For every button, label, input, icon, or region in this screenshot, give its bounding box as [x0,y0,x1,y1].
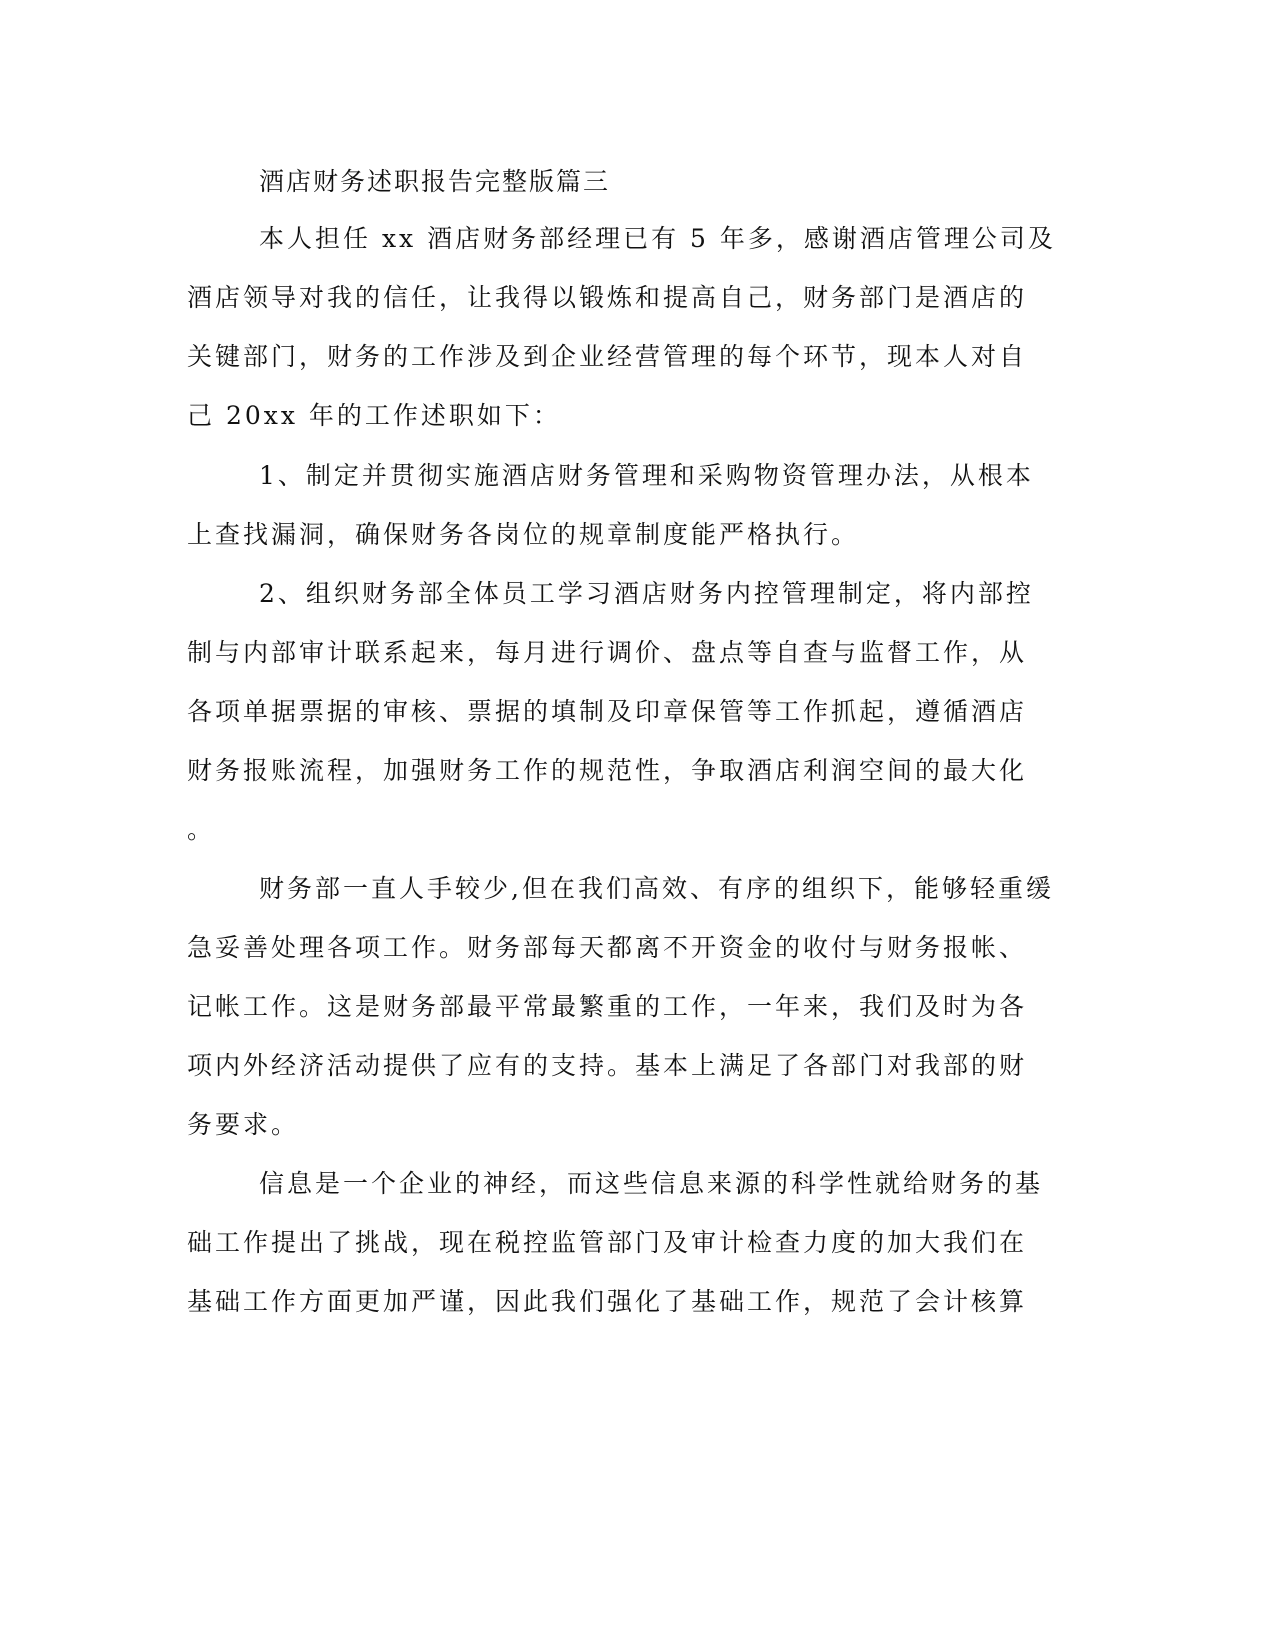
paragraph-line: 急妥善处理各项工作。财务部每天都离不开资金的收付与财务报帐、 [187,933,1028,962]
paragraph-line: 关键部门，财务的工作涉及到企业经营管理的每个环节，现本人对自 [187,342,1028,371]
paragraph-line: 1、制定并贯彻实施酒店财务管理和采购物资管理办法，从根本 [259,461,1034,490]
paragraph-line: 。 [187,815,216,844]
document-title: 酒店财务述职报告完整版篇三 [259,167,611,196]
paragraph-line: 信息是一个企业的神经，而这些信息来源的科学性就给财务的基 [259,1169,1044,1198]
paragraph-line: 基础工作方面更加严谨，因此我们强化了基础工作，规范了会计核算 [187,1287,1028,1316]
paragraph-line: 项内外经济活动提供了应有的支持。基本上满足了各部门对我部的财 [187,1051,1028,1080]
paragraph-line: 财务报账流程，加强财务工作的规范性，争取酒店利润空间的最大化 [187,756,1028,785]
paragraph-line: 财务部一直人手较少,但在我们高效、有序的组织下，能够轻重缓 [259,874,1054,903]
paragraph-line: 记帐工作。这是财务部最平常最繁重的工作，一年来，我们及时为各 [187,992,1028,1021]
paragraph-line: 务要求。 [187,1110,300,1139]
paragraph-line: 制与内部审计联系起来，每月进行调价、盘点等自查与监督工作，从 [187,638,1028,667]
paragraph-line: 础工作提出了挑战，现在税控监管部门及审计检查力度的加大我们在 [187,1228,1028,1257]
paragraph-line: 本人担任 xx 酒店财务部经理已有 5 年多，感谢酒店管理公司及 [259,224,1056,253]
paragraph-line: 上查找漏洞，确保财务各岗位的规章制度能严格执行。 [187,520,860,549]
paragraph-line: 己 20xx 年的工作述职如下： [187,401,561,430]
paragraph-line: 各项单据票据的审核、票据的填制及印章保管等工作抓起，遵循酒店 [187,697,1028,726]
paragraph-line: 酒店领导对我的信任，让我得以锻炼和提高自己，财务部门是酒店的 [187,283,1028,312]
paragraph-line: 2、组织财务部全体员工学习酒店财务内控管理制定，将内部控 [259,579,1034,608]
